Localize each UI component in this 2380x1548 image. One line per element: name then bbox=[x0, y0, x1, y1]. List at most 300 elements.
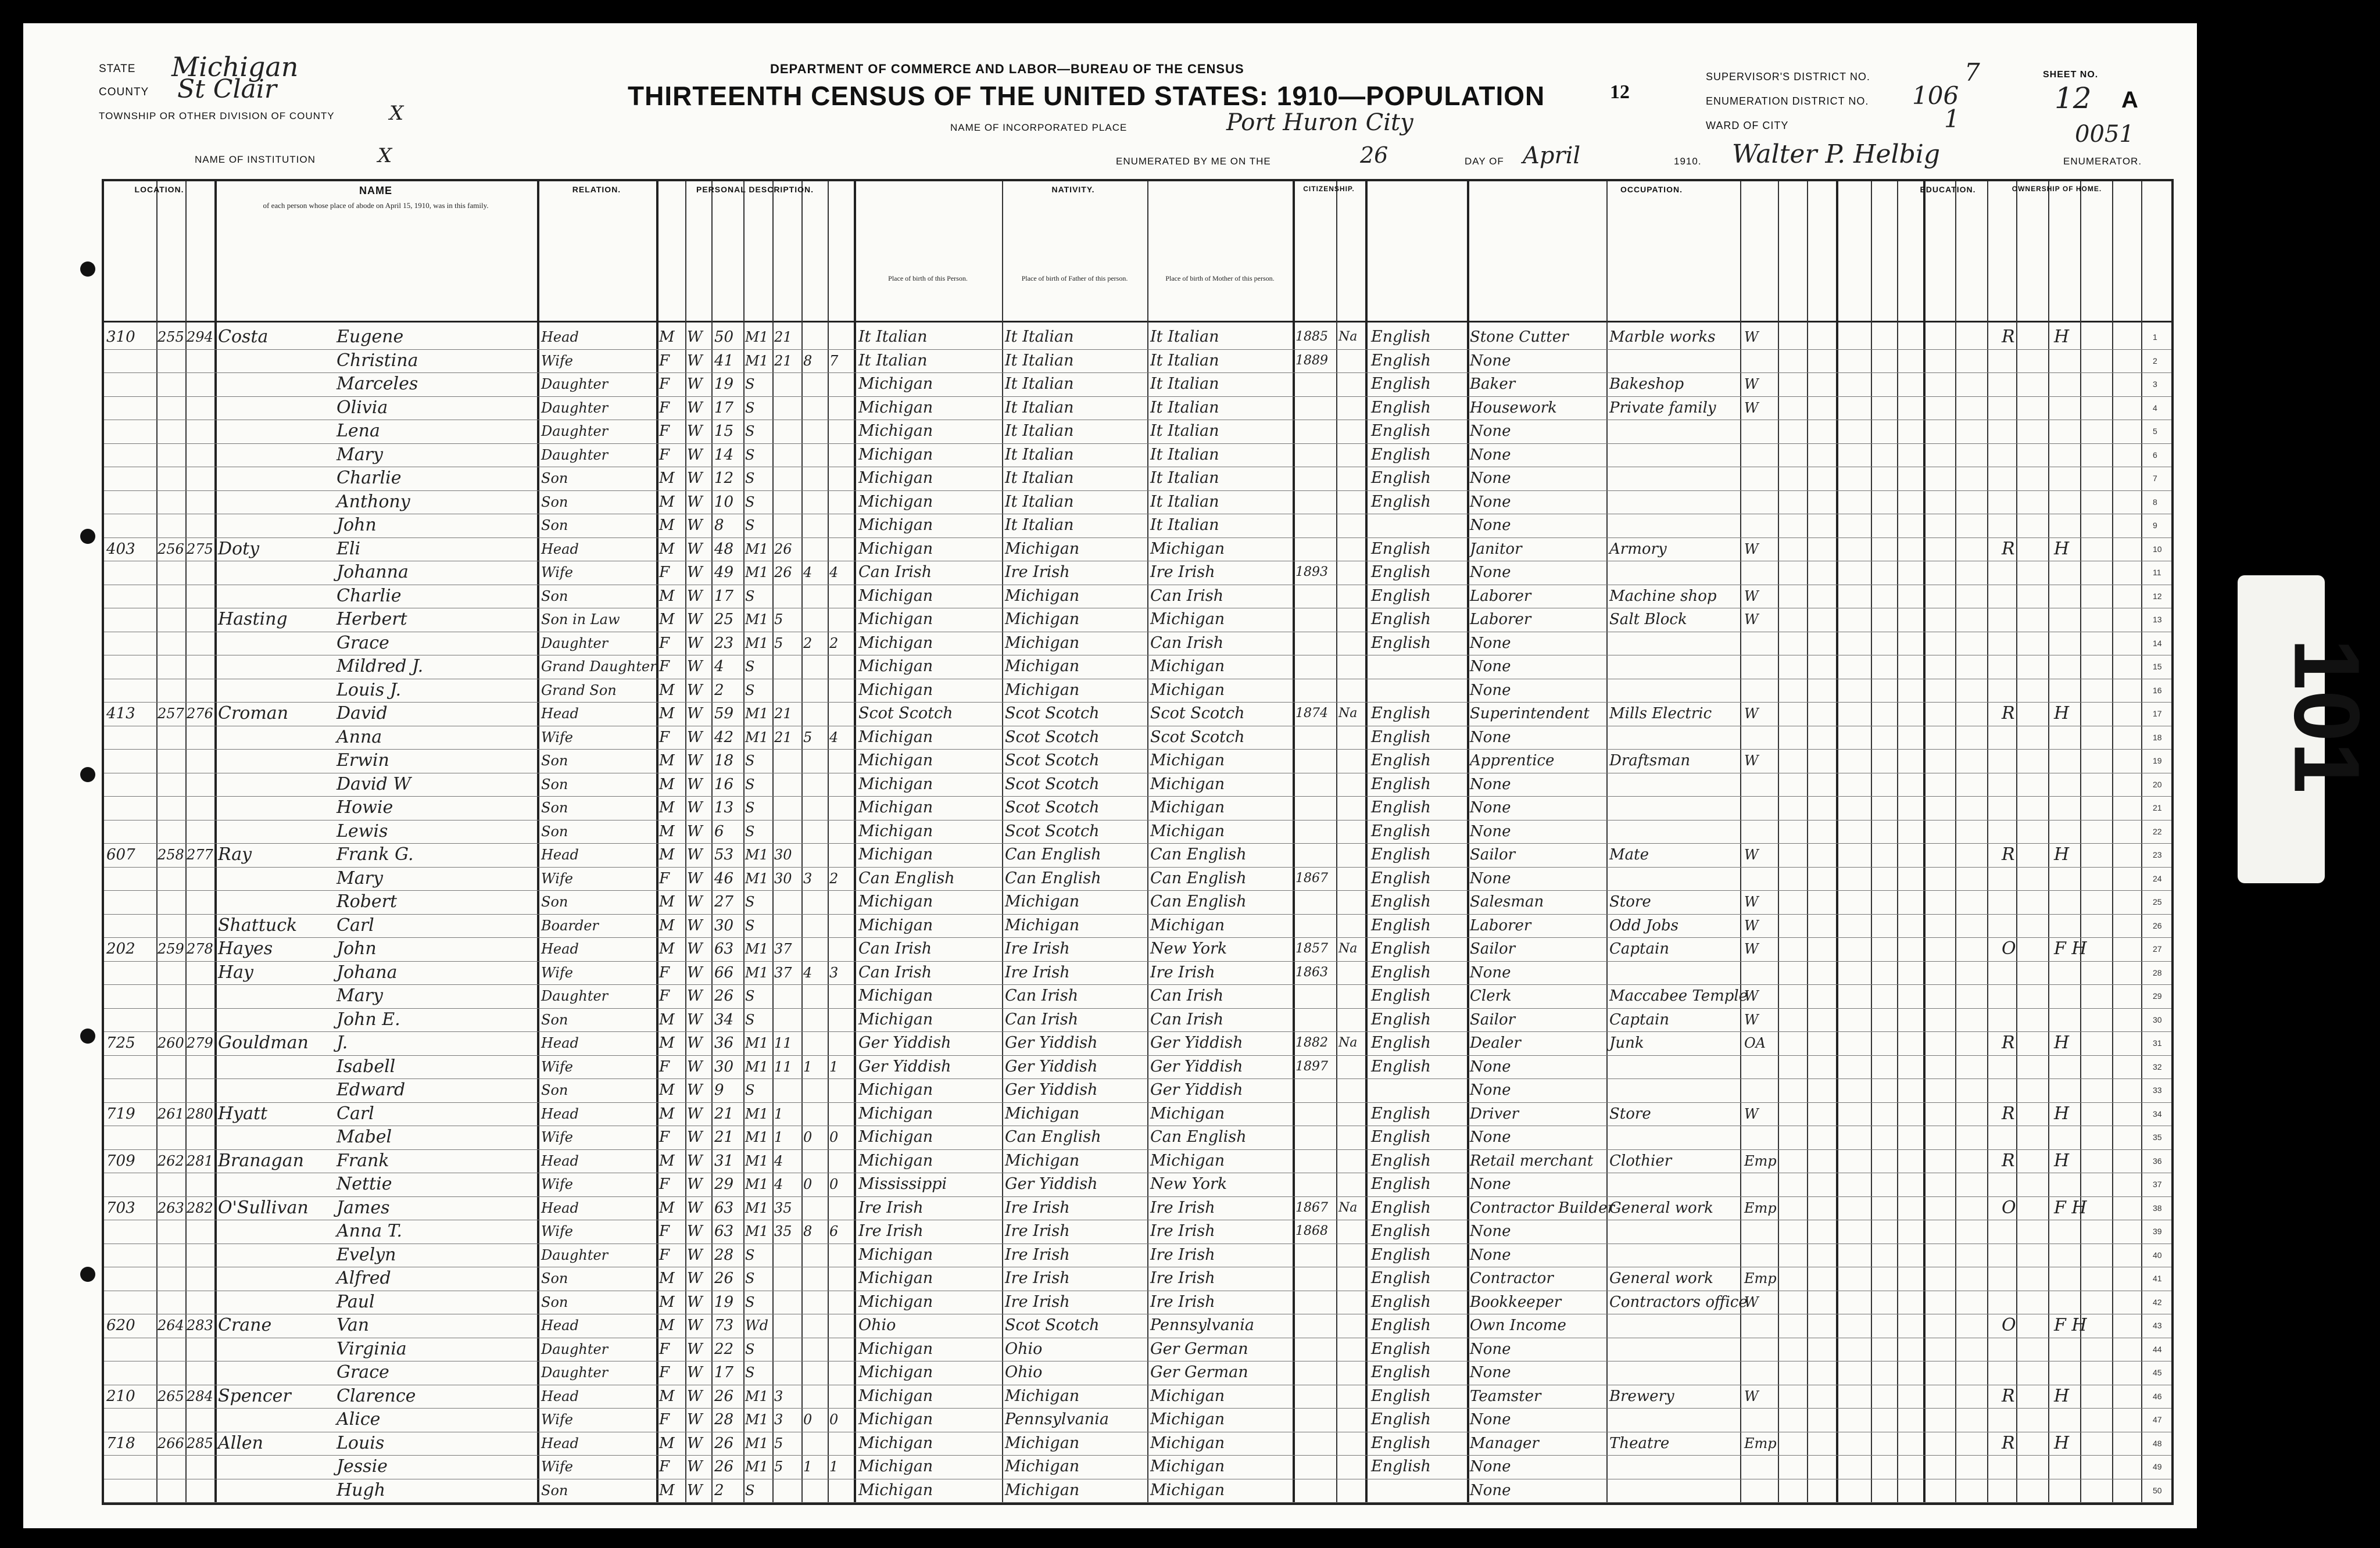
cell-father: Can Irish bbox=[1005, 1010, 1079, 1029]
cell-birth: Can Irish bbox=[858, 963, 932, 981]
cell-street bbox=[106, 397, 155, 419]
cell-trade: Dealer bbox=[1470, 1034, 1521, 1052]
cell-living bbox=[829, 514, 853, 536]
relation-heading: RELATION. bbox=[572, 185, 621, 194]
cell-mother: Michigan bbox=[1150, 798, 1225, 816]
cell-father: Ire Irish bbox=[1005, 563, 1070, 581]
cell-age: 12 bbox=[714, 470, 734, 487]
cell-relation: Son bbox=[541, 1082, 568, 1098]
cell-birth: Michigan bbox=[858, 680, 933, 699]
cell-dwelling bbox=[158, 915, 185, 937]
cell-trade: None bbox=[1470, 493, 1511, 511]
cell-race: W bbox=[687, 1176, 703, 1193]
cell-marital: M1 bbox=[745, 1035, 768, 1051]
cell-born bbox=[803, 1103, 826, 1125]
cell-given: Mary bbox=[337, 868, 383, 888]
cell-living bbox=[829, 1244, 853, 1266]
education-heading: EDUCATION. bbox=[1920, 185, 1976, 194]
ownership-heading: OWNERSHIP OF HOME. bbox=[2012, 185, 2102, 193]
cell-emp bbox=[1744, 962, 1777, 984]
cell-natz: Na bbox=[1338, 1200, 1358, 1215]
cell-given: John bbox=[337, 515, 377, 535]
cell-father: It Italian bbox=[1005, 375, 1074, 393]
cell-trade: None bbox=[1470, 1340, 1511, 1358]
cell-dwelling bbox=[158, 561, 185, 583]
cell-industry: Draftsman bbox=[1609, 752, 1691, 769]
cell-street: 607 bbox=[106, 846, 135, 863]
cell-born bbox=[803, 844, 826, 866]
line-number: 47 bbox=[2153, 1415, 2162, 1424]
cell-surname: Branagan bbox=[218, 1150, 304, 1171]
cell-mother: It Italian bbox=[1150, 351, 1219, 370]
cell-born bbox=[803, 985, 826, 1007]
cell-own bbox=[2002, 1456, 2025, 1478]
cell-family bbox=[187, 1079, 214, 1101]
cell-surname bbox=[218, 585, 340, 607]
cell-emp: W bbox=[1744, 611, 1759, 628]
cell-sex: M bbox=[659, 916, 675, 934]
cell-mother: Michigan bbox=[1150, 680, 1225, 699]
cell-born bbox=[803, 1244, 826, 1266]
cell-immig bbox=[1295, 797, 1336, 819]
cell-age: 26 bbox=[714, 1434, 734, 1452]
cell-father: Ire Irish bbox=[1005, 1222, 1070, 1240]
cell-immig bbox=[1295, 373, 1336, 395]
cell-immig bbox=[1295, 820, 1336, 843]
cell-industry: Armory bbox=[1609, 540, 1667, 558]
cell-own bbox=[2002, 467, 2025, 489]
cell-sex: F bbox=[659, 375, 670, 393]
cell-father: It Italian bbox=[1005, 492, 1074, 511]
cell-relation: Head bbox=[541, 329, 579, 345]
cell-given: Louis J. bbox=[337, 679, 402, 700]
cell-lang: English bbox=[1371, 775, 1431, 793]
census-title: THIRTEENTH CENSUS OF THE UNITED STATES: 1910—POPULATION bbox=[628, 81, 1545, 111]
cell-age: 19 bbox=[714, 375, 734, 393]
cell-born bbox=[803, 1150, 826, 1172]
column-divider bbox=[854, 181, 856, 1503]
cell-dwelling bbox=[158, 491, 185, 513]
cell-age: 26 bbox=[714, 1387, 734, 1405]
institution-value: X bbox=[378, 144, 392, 167]
cell-home bbox=[2054, 726, 2080, 748]
cell-yrs bbox=[774, 1009, 801, 1031]
cell-street bbox=[106, 491, 155, 513]
cell-immig bbox=[1295, 632, 1336, 654]
binder-hole bbox=[80, 1267, 95, 1282]
cell-marital: S bbox=[745, 517, 755, 533]
cell-race: W bbox=[687, 1317, 703, 1334]
cell-mother: Michigan bbox=[1150, 822, 1225, 840]
cell-father: It Italian bbox=[1005, 351, 1074, 370]
cell-surname: O'Sullivan bbox=[218, 1197, 309, 1218]
cell-race: W bbox=[687, 446, 703, 464]
cell-born bbox=[803, 1032, 826, 1054]
cell-born bbox=[803, 585, 826, 607]
cell-marital: S bbox=[745, 800, 755, 816]
line-number: 34 bbox=[2153, 1109, 2162, 1119]
cell-industry bbox=[1609, 632, 1738, 654]
cell-surname bbox=[218, 373, 340, 395]
cell-own: O bbox=[2002, 1197, 2016, 1218]
cell-own bbox=[2002, 1079, 2025, 1101]
cell-family bbox=[187, 1220, 214, 1242]
cell-birth: It Italian bbox=[858, 328, 928, 346]
cell-mother: It Italian bbox=[1150, 375, 1219, 393]
cell-lang: English bbox=[1371, 445, 1431, 464]
cell-home: H bbox=[2054, 1033, 2070, 1053]
cell-natz bbox=[1338, 1314, 1364, 1336]
line-number: 15 bbox=[2153, 662, 2162, 671]
cell-father: It Italian bbox=[1005, 398, 1074, 417]
cell-home bbox=[2054, 1361, 2080, 1384]
cell-age: 31 bbox=[714, 1152, 734, 1170]
cell-given: David bbox=[337, 703, 388, 723]
line-number: 36 bbox=[2153, 1156, 2162, 1166]
cell-birth: Michigan bbox=[858, 728, 933, 746]
cell-own bbox=[2002, 797, 2025, 819]
cell-own: R bbox=[2002, 1150, 2015, 1171]
cell-own bbox=[2002, 608, 2025, 630]
cell-marital: M1 bbox=[745, 1459, 768, 1475]
cell-age: 42 bbox=[714, 728, 734, 746]
cell-sex: F bbox=[659, 1176, 670, 1193]
cell-natz bbox=[1338, 350, 1364, 372]
cell-immig bbox=[1295, 985, 1336, 1007]
cell-street bbox=[106, 373, 155, 395]
cell-natz bbox=[1338, 750, 1364, 772]
cell-own: O bbox=[2002, 1315, 2016, 1335]
cell-birth: Michigan bbox=[858, 1104, 933, 1123]
cell-father: Ger Yiddish bbox=[1005, 1081, 1098, 1099]
cell-yrs: 1 bbox=[774, 1129, 783, 1145]
cell-given: Frank bbox=[337, 1150, 389, 1171]
cell-industry bbox=[1609, 1361, 1738, 1384]
cell-emp bbox=[1744, 491, 1777, 513]
cell-home bbox=[2054, 1409, 2080, 1431]
cell-own bbox=[2002, 655, 2025, 678]
cell-natz bbox=[1338, 891, 1364, 913]
cell-immig bbox=[1295, 538, 1336, 560]
cell-immig bbox=[1295, 608, 1336, 630]
cell-street bbox=[106, 1456, 155, 1478]
cell-home bbox=[2054, 868, 2080, 890]
cell-race: W bbox=[687, 540, 703, 558]
cell-home: F H bbox=[2054, 1315, 2087, 1335]
cell-yrs: 30 bbox=[774, 847, 792, 863]
cell-yrs: 5 bbox=[774, 1459, 783, 1475]
cell-relation: Daughter bbox=[541, 376, 609, 392]
cell-race: W bbox=[687, 1010, 703, 1029]
cell-dwelling bbox=[158, 1291, 185, 1313]
cell-marital: M1 bbox=[745, 964, 768, 981]
line-number: 3 bbox=[2153, 379, 2157, 389]
cell-given: James bbox=[337, 1197, 390, 1218]
cell-living bbox=[829, 1150, 853, 1172]
cell-race: W bbox=[687, 375, 703, 393]
place-label: NAME OF INCORPORATED PLACE bbox=[950, 122, 1128, 133]
cell-own bbox=[2002, 1409, 2025, 1431]
cell-father: Pennsylvania bbox=[1005, 1410, 1109, 1428]
cell-emp bbox=[1744, 679, 1777, 701]
cell-natz bbox=[1338, 1009, 1364, 1031]
cell-birth: Can Irish bbox=[858, 940, 932, 958]
cell-emp bbox=[1744, 1244, 1777, 1266]
cell-family: 284 bbox=[187, 1388, 213, 1404]
column-divider bbox=[743, 181, 745, 1503]
cell-birth: Michigan bbox=[858, 469, 933, 487]
cell-surname bbox=[218, 1056, 340, 1078]
cell-father: Ire Irish bbox=[1005, 1269, 1070, 1287]
cell-yrs bbox=[774, 1267, 801, 1289]
cell-yrs: 11 bbox=[774, 1058, 792, 1075]
cell-born: 1 bbox=[803, 1459, 813, 1475]
cell-age: 25 bbox=[714, 611, 734, 628]
cell-race: W bbox=[687, 1340, 703, 1358]
cell-dwelling bbox=[158, 397, 185, 419]
binder-hole bbox=[80, 1029, 95, 1044]
cell-father: Ohio bbox=[1005, 1363, 1043, 1381]
cell-own bbox=[2002, 561, 2025, 583]
ward-value: 1 bbox=[1944, 105, 1960, 133]
cell-mother: It Italian bbox=[1150, 398, 1219, 417]
cell-natz bbox=[1338, 1361, 1364, 1384]
cell-marital: S bbox=[745, 988, 755, 1004]
cell-street bbox=[106, 773, 155, 795]
cell-birth: Michigan bbox=[858, 1339, 933, 1358]
cell-own bbox=[2002, 985, 2025, 1007]
cell-street bbox=[106, 1479, 155, 1502]
cell-race: W bbox=[687, 1128, 703, 1146]
cell-mother: Ger Yiddish bbox=[1150, 1081, 1243, 1099]
location-heading: LOCATION. bbox=[134, 185, 184, 194]
cell-marital: M1 bbox=[745, 1223, 768, 1239]
cell-age: 50 bbox=[714, 328, 734, 346]
cell-street: 703 bbox=[106, 1199, 135, 1217]
cell-dwelling bbox=[158, 585, 185, 607]
cell-surname bbox=[218, 1126, 340, 1148]
cell-emp bbox=[1744, 632, 1777, 654]
cell-street bbox=[106, 750, 155, 772]
cell-lang: English bbox=[1371, 1363, 1431, 1381]
cell-race: W bbox=[687, 1364, 703, 1381]
cell-born bbox=[803, 773, 826, 795]
cell-father: Ire Irish bbox=[1005, 940, 1070, 958]
cell-dwelling bbox=[158, 608, 185, 630]
cell-mother: It Italian bbox=[1150, 445, 1219, 464]
cell-relation: Daughter bbox=[541, 635, 609, 651]
cell-dwelling bbox=[158, 985, 185, 1007]
cell-immig bbox=[1295, 397, 1336, 419]
cell-surname bbox=[218, 1220, 340, 1242]
cell-birth: Michigan bbox=[858, 775, 933, 793]
cell-relation: Head bbox=[541, 1435, 579, 1452]
cell-natz: Na bbox=[1338, 706, 1358, 721]
cell-natz bbox=[1338, 561, 1364, 583]
cell-relation: Son bbox=[541, 587, 568, 604]
cell-industry bbox=[1609, 820, 1738, 843]
cell-born: 3 bbox=[803, 870, 813, 887]
cell-emp: W bbox=[1744, 540, 1759, 557]
cell-family bbox=[187, 561, 214, 583]
cell-marital: S bbox=[745, 894, 755, 910]
cell-sex: M bbox=[659, 1199, 675, 1217]
cell-emp bbox=[1744, 1361, 1777, 1384]
cell-marital: M1 bbox=[745, 1129, 768, 1145]
cell-family bbox=[187, 1479, 214, 1502]
cell-home bbox=[2054, 750, 2080, 772]
cell-mother: Ger German bbox=[1150, 1339, 1248, 1358]
cell-father: Michigan bbox=[1005, 610, 1080, 628]
cell-emp bbox=[1744, 820, 1777, 843]
cell-street: 310 bbox=[106, 328, 135, 346]
cell-age: 2 bbox=[714, 1481, 724, 1499]
cell-trade: Housework bbox=[1470, 399, 1557, 417]
cell-age: 26 bbox=[714, 987, 734, 1005]
cell-living: 0 bbox=[829, 1176, 839, 1192]
cell-industry: Marble works bbox=[1609, 328, 1716, 346]
cell-born bbox=[803, 703, 826, 725]
cell-trade: Sailor bbox=[1470, 1010, 1516, 1029]
cell-own: R bbox=[2002, 1103, 2015, 1124]
cell-age: 4 bbox=[714, 658, 724, 675]
cell-surname bbox=[218, 891, 340, 913]
cell-given: Alfred bbox=[337, 1268, 391, 1288]
cell-street bbox=[106, 350, 155, 372]
cell-yrs: 3 bbox=[774, 1388, 783, 1404]
cell-street: 709 bbox=[106, 1152, 135, 1170]
line-number: 27 bbox=[2153, 944, 2162, 954]
cell-sex: M bbox=[659, 1481, 675, 1499]
line-number: 49 bbox=[2153, 1462, 2162, 1471]
cell-trade: Janitor bbox=[1470, 540, 1522, 558]
cell-industry: Contractors office bbox=[1609, 1293, 1748, 1311]
row-rule bbox=[104, 1502, 2171, 1503]
cell-mother: Can Irish bbox=[1150, 987, 1224, 1005]
birth-mother-heading: Place of birth of Mother of this person. bbox=[1165, 274, 1275, 282]
cell-birth: Michigan bbox=[858, 1457, 933, 1475]
column-divider bbox=[772, 181, 774, 1503]
cell-lang: English bbox=[1371, 940, 1431, 958]
cell-family bbox=[187, 655, 214, 678]
cell-relation: Head bbox=[541, 1105, 579, 1122]
cell-yrs: 21 bbox=[774, 329, 792, 345]
cell-own bbox=[2002, 632, 2025, 654]
cell-marital: Wd bbox=[745, 1317, 769, 1334]
cell-immig bbox=[1295, 915, 1336, 937]
cell-birth: Michigan bbox=[858, 586, 933, 605]
cell-sex: F bbox=[659, 446, 670, 464]
cell-street bbox=[106, 1173, 155, 1195]
cell-race: W bbox=[687, 705, 703, 722]
cell-birth: Michigan bbox=[858, 916, 933, 934]
cell-trade: None bbox=[1470, 1411, 1511, 1428]
cell-given: Virginia bbox=[337, 1338, 407, 1359]
cell-relation: Son bbox=[541, 823, 568, 840]
cell-street bbox=[106, 797, 155, 819]
cell-street bbox=[106, 868, 155, 890]
cell-own bbox=[2002, 373, 2025, 395]
cell-age: 36 bbox=[714, 1034, 734, 1052]
cell-dwelling bbox=[158, 1079, 185, 1101]
cell-natz bbox=[1338, 397, 1364, 419]
cell-yrs: 4 bbox=[774, 1176, 783, 1192]
cell-lang: English bbox=[1371, 845, 1431, 863]
cell-lang: English bbox=[1371, 893, 1431, 911]
column-divider bbox=[1606, 181, 1608, 1503]
cell-born: 4 bbox=[803, 564, 813, 580]
cell-living bbox=[829, 797, 853, 819]
cell-given: Marceles bbox=[337, 374, 418, 394]
column-divider bbox=[1955, 181, 1956, 1503]
cell-living bbox=[829, 891, 853, 913]
cell-family bbox=[187, 891, 214, 913]
cell-emp bbox=[1744, 514, 1777, 536]
cell-living: 1 bbox=[829, 1459, 839, 1475]
cell-yrs: 3 bbox=[774, 1411, 783, 1428]
cell-age: 49 bbox=[714, 564, 734, 581]
cell-lang: English bbox=[1371, 1269, 1431, 1287]
cell-yrs: 21 bbox=[774, 352, 792, 369]
cell-immig bbox=[1295, 444, 1336, 466]
cell-given: Isabell bbox=[337, 1056, 396, 1077]
cell-birth: Michigan bbox=[858, 987, 933, 1005]
cell-birth: Michigan bbox=[858, 893, 933, 911]
column-divider bbox=[1336, 181, 1337, 1503]
cell-sex: F bbox=[659, 1411, 670, 1428]
cell-relation: Grand Daughter bbox=[541, 658, 657, 675]
cell-immig bbox=[1295, 1409, 1336, 1431]
cell-surname: Ray bbox=[218, 844, 252, 865]
cell-born bbox=[803, 608, 826, 630]
cell-given: John bbox=[337, 938, 377, 959]
birth-person-heading: Place of birth of this Person. bbox=[888, 274, 968, 282]
cell-born bbox=[803, 1291, 826, 1313]
cell-father: Scot Scotch bbox=[1005, 798, 1100, 816]
cell-age: 22 bbox=[714, 1340, 734, 1358]
cell-family bbox=[187, 1126, 214, 1148]
cell-street bbox=[106, 632, 155, 654]
cell-yrs bbox=[774, 1314, 801, 1336]
header-rule bbox=[104, 321, 2171, 322]
line-number: 21 bbox=[2153, 803, 2162, 812]
personal-heading: PERSONAL DESCRIPTION. bbox=[696, 185, 814, 194]
cell-dwelling bbox=[158, 1456, 185, 1478]
cell-mother: Michigan bbox=[1150, 1386, 1225, 1405]
cell-immig: 1889 bbox=[1295, 353, 1328, 368]
cell-dwelling bbox=[158, 1267, 185, 1289]
cell-yrs bbox=[774, 915, 801, 937]
cell-street bbox=[106, 1126, 155, 1148]
cell-mother: Michigan bbox=[1150, 775, 1225, 793]
cell-surname bbox=[218, 1267, 340, 1289]
cell-industry: Brewery bbox=[1609, 1387, 1674, 1405]
column-divider bbox=[1897, 181, 1898, 1503]
cell-sex: M bbox=[659, 752, 675, 769]
cell-given: Paul bbox=[337, 1291, 375, 1312]
cell-mother: Michigan bbox=[1150, 1434, 1225, 1452]
cell-yrs bbox=[774, 773, 801, 795]
cell-family bbox=[187, 608, 214, 630]
cell-father: Michigan bbox=[1005, 1386, 1080, 1405]
cell-immig bbox=[1295, 420, 1336, 442]
cell-birth: Michigan bbox=[858, 1292, 933, 1311]
cell-father: Michigan bbox=[1005, 633, 1080, 652]
cell-lang: English bbox=[1371, 610, 1431, 628]
cell-dwelling bbox=[158, 1244, 185, 1266]
line-number: 31 bbox=[2153, 1038, 2162, 1048]
cell-surname bbox=[218, 1009, 340, 1031]
